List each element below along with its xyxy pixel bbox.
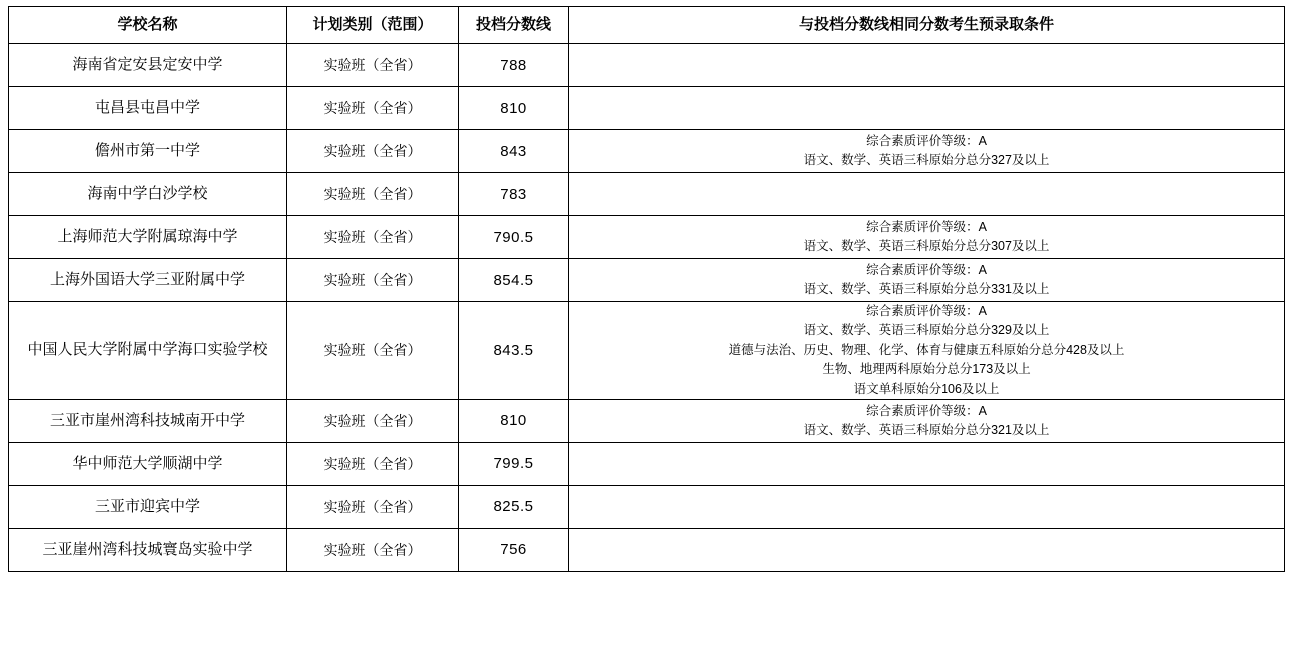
table-row bbox=[9, 302, 1285, 400]
cell-preadmission-conditions bbox=[569, 87, 1285, 130]
cell-score-line: 810 bbox=[459, 399, 569, 442]
cell-plan-category: 实验班（全省） bbox=[287, 216, 459, 259]
table-row bbox=[9, 485, 1285, 528]
column-header-conditions: 与投档分数线相同分数考生预录取条件 bbox=[569, 7, 1285, 44]
table-row bbox=[9, 399, 1285, 442]
column-header-school: 学校名称 bbox=[9, 7, 287, 44]
cell-score-line: 756 bbox=[459, 528, 569, 571]
cell-plan-category: 实验班（全省） bbox=[287, 173, 459, 216]
cell-school-name: 三亚市迎宾中学 bbox=[9, 485, 287, 528]
cell-plan-category: 实验班（全省） bbox=[287, 44, 459, 87]
cell-plan-category: 实验班（全省） bbox=[287, 442, 459, 485]
condition-line: 语文、数学、英语三科原始分总分321及以上 bbox=[803, 422, 1050, 437]
cell-school-name: 上海师范大学附属琼海中学 bbox=[9, 216, 287, 259]
cell-preadmission-conditions bbox=[569, 442, 1285, 485]
cell-preadmission-conditions bbox=[569, 399, 1285, 442]
cell-school-name: 中国人民大学附属中学海口实验学校 bbox=[9, 302, 287, 400]
cell-preadmission-conditions bbox=[569, 302, 1285, 400]
condition-line: 语文、数学、英语三科原始分总分307及以上 bbox=[803, 239, 1050, 253]
cell-preadmission-conditions bbox=[569, 259, 1285, 302]
cell-preadmission-conditions bbox=[569, 485, 1285, 528]
cell-preadmission-conditions bbox=[569, 528, 1285, 571]
table-row bbox=[9, 87, 1285, 130]
cell-school-name: 华中师范大学顺湖中学 bbox=[9, 442, 287, 485]
cell-school-name: 儋州市第一中学 bbox=[9, 130, 287, 173]
cell-school-name: 海南中学白沙学校 bbox=[9, 173, 287, 216]
cell-score-line: 799.5 bbox=[459, 442, 569, 485]
cell-school-name: 屯昌县屯昌中学 bbox=[9, 87, 287, 130]
table-row bbox=[9, 216, 1285, 259]
table-row bbox=[9, 173, 1285, 216]
table-header-row bbox=[9, 7, 1285, 44]
condition-line: 道德与法治、历史、物理、化学、体育与健康五科原始分总分428及以上 bbox=[728, 342, 1125, 357]
column-header-category: 计划类别（范围） bbox=[287, 7, 459, 44]
table-body bbox=[9, 44, 1285, 572]
cell-plan-category: 实验班（全省） bbox=[287, 87, 459, 130]
condition-line: 语文、数学、英语三科原始分总分331及以上 bbox=[803, 282, 1050, 296]
cell-score-line: 843.5 bbox=[459, 302, 569, 400]
condition-line: 综合素质评价等级：A bbox=[866, 262, 987, 277]
cell-school-name: 三亚崖州湾科技城寰岛实验中学 bbox=[9, 528, 287, 571]
cell-plan-category: 实验班（全省） bbox=[287, 259, 459, 302]
cell-score-line: 854.5 bbox=[459, 259, 569, 302]
cell-preadmission-conditions bbox=[569, 44, 1285, 87]
cell-preadmission-conditions bbox=[569, 216, 1285, 259]
cell-plan-category: 实验班（全省） bbox=[287, 399, 459, 442]
admission-score-table bbox=[8, 6, 1285, 572]
column-header-score: 投档分数线 bbox=[459, 7, 569, 44]
cell-score-line: 788 bbox=[459, 44, 569, 87]
table-row bbox=[9, 259, 1285, 302]
cell-score-line: 790.5 bbox=[459, 216, 569, 259]
cell-preadmission-conditions bbox=[569, 173, 1285, 216]
cell-score-line: 810 bbox=[459, 87, 569, 130]
table-row bbox=[9, 130, 1285, 173]
condition-line: 综合素质评价等级：A bbox=[866, 304, 987, 318]
condition-line: 语文、数学、英语三科原始分总分327及以上 bbox=[803, 153, 1050, 167]
cell-score-line: 825.5 bbox=[459, 485, 569, 528]
condition-line: 综合素质评价等级：A bbox=[866, 403, 987, 418]
cell-school-name: 上海外国语大学三亚附属中学 bbox=[9, 259, 287, 302]
cell-preadmission-conditions bbox=[569, 130, 1285, 173]
cell-school-name: 海南省定安县定安中学 bbox=[9, 44, 287, 87]
cell-plan-category: 实验班（全省） bbox=[287, 528, 459, 571]
condition-line: 综合素质评价等级：A bbox=[866, 133, 987, 148]
condition-line: 语文单科原始分106及以上 bbox=[853, 381, 1000, 396]
cell-score-line: 843 bbox=[459, 130, 569, 173]
table-row bbox=[9, 44, 1285, 87]
condition-line: 综合素质评价等级：A bbox=[866, 219, 987, 234]
cell-school-name: 三亚市崖州湾科技城南开中学 bbox=[9, 399, 287, 442]
condition-line: 语文、数学、英语三科原始分总分329及以上 bbox=[803, 323, 1050, 338]
cell-score-line: 783 bbox=[459, 173, 569, 216]
condition-line: 生物、地理两科原始分总分173及以上 bbox=[822, 362, 1031, 377]
table-row bbox=[9, 528, 1285, 571]
table-row bbox=[9, 442, 1285, 485]
cell-plan-category: 实验班（全省） bbox=[287, 302, 459, 400]
cell-plan-category: 实验班（全省） bbox=[287, 130, 459, 173]
cell-plan-category: 实验班（全省） bbox=[287, 485, 459, 528]
